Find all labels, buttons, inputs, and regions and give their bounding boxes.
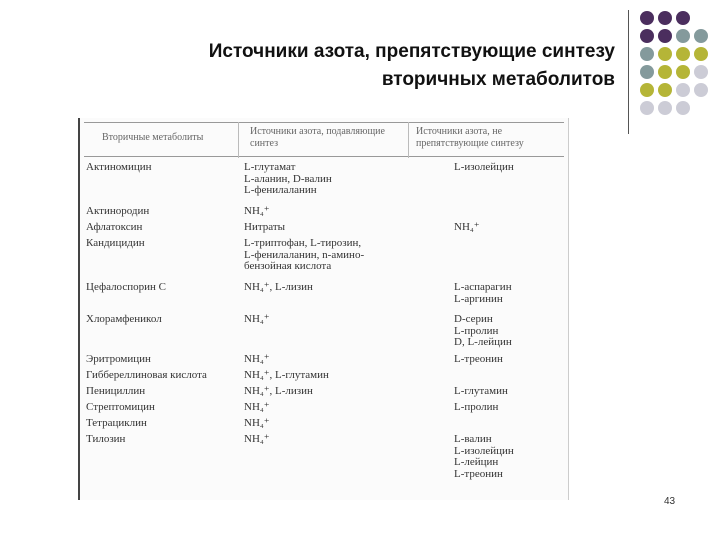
- header-non-inhibiting-sources: Источники азота, не препятствующие синтезу: [416, 126, 524, 149]
- non-inhibiting-source: L-аргинин: [454, 292, 503, 305]
- slide-title-line-1: Источники азота, препятствующие синтезу: [208, 41, 615, 62]
- header-column-separator: [408, 122, 409, 158]
- decorative-dot: [658, 47, 672, 61]
- inhibiting-source: NH₄⁺: [244, 313, 270, 325]
- inhibiting-source: NH₄⁺: [244, 205, 270, 217]
- metabolite-name: Стрептомицин: [86, 401, 155, 413]
- non-inhibiting-source: L-треонин: [454, 467, 503, 480]
- non-inhibiting-source: L-валин: [454, 433, 492, 445]
- metabolite-name: Актиномицин: [86, 161, 152, 173]
- decorative-dot: [676, 65, 690, 79]
- header-column-separator: [238, 122, 239, 158]
- decorative-dot: [676, 29, 690, 43]
- decorative-dot: [640, 29, 654, 43]
- decorative-dot: [658, 83, 672, 97]
- header-secondary-metabolites: Вторичные метаболиты: [102, 132, 204, 143]
- metabolite-name: Эритромицин: [86, 353, 151, 365]
- inhibiting-source: NH₄⁺, L-лизин: [244, 385, 313, 397]
- decorative-dot: [640, 83, 654, 97]
- inhibiting-source: NH₄⁺: [244, 353, 270, 365]
- non-inhibiting-source: L-пролин: [454, 401, 499, 413]
- metabolite-name: Тилозин: [86, 433, 126, 445]
- decorative-dot: [676, 83, 690, 97]
- non-inhibiting-source: L-лейцин: [454, 456, 499, 468]
- non-inhibiting-source: NH₄⁺: [454, 221, 480, 233]
- decorative-dot: [658, 29, 672, 43]
- table-top-rule: [84, 122, 564, 123]
- decorative-dot: [694, 29, 708, 43]
- table-scan: [78, 118, 569, 500]
- metabolite-name: Хлорамфеникол: [86, 313, 162, 325]
- non-inhibiting-source: D-серин: [454, 313, 493, 325]
- table-header-rule: [84, 156, 564, 157]
- inhibiting-source: L-фенилаланин, n-амино-: [244, 248, 365, 261]
- header-inhibiting-sources: Источники азота, подавляющие синтез: [250, 126, 385, 149]
- decorative-dot: [658, 11, 672, 25]
- page-number: 43: [664, 496, 676, 507]
- metabolite-name: Афлатоксин: [86, 221, 143, 233]
- metabolite-name: Цефалоспорин С: [86, 281, 166, 293]
- non-inhibiting-source: L-треонин: [454, 353, 503, 365]
- decorative-dot: [694, 47, 708, 61]
- decorative-dot: [694, 83, 708, 97]
- decorative-dot: [640, 11, 654, 25]
- inhibiting-source: NH₄⁺: [244, 417, 270, 429]
- decorative-dot: [676, 101, 690, 115]
- non-inhibiting-source: L-изолейцин: [454, 444, 514, 457]
- decorative-dot: [676, 11, 690, 25]
- decorative-dot: [640, 65, 654, 79]
- inhibiting-source: NH₄⁺: [244, 433, 270, 445]
- decorative-dot: [658, 101, 672, 115]
- decorative-dot: [694, 65, 708, 79]
- inhibiting-source: L-аланин, D-валин: [244, 172, 332, 185]
- decorative-dot: [640, 101, 654, 115]
- inhibiting-source: L-триптофан, L-тирозин,: [244, 237, 362, 249]
- slide-title-line-2: вторичных метаболитов: [381, 69, 615, 90]
- inhibiting-source: NH₄⁺: [244, 401, 270, 413]
- decorative-dot: [676, 47, 690, 61]
- metabolite-name: Тетрациклин: [86, 417, 147, 429]
- decorative-dot: [658, 65, 672, 79]
- metabolite-name: Пенициллин: [86, 385, 146, 397]
- inhibiting-source: бензойная кислота: [244, 260, 332, 272]
- non-inhibiting-source: L-аспарагин: [454, 281, 512, 293]
- non-inhibiting-source: L-глутамин: [454, 385, 508, 397]
- inhibiting-source: Нитраты: [244, 221, 286, 233]
- metabolite-name: Актинородин: [86, 205, 150, 217]
- inhibiting-source: L-фенилаланин: [244, 184, 317, 196]
- non-inhibiting-source: D, L-лейцин: [454, 336, 512, 348]
- metabolite-name: Кандицидин: [86, 237, 145, 249]
- metabolite-name: Гиббереллиновая кислота: [86, 369, 207, 381]
- decorative-dot: [640, 47, 654, 61]
- inhibiting-source: NH₄⁺, L-лизин: [244, 281, 313, 293]
- inhibiting-source: L-глутамат: [244, 161, 296, 173]
- inhibiting-source: NH₄⁺, L-глутамин: [244, 369, 329, 381]
- non-inhibiting-source: L-пролин: [454, 324, 499, 337]
- non-inhibiting-source: L-изолейцин: [454, 161, 514, 173]
